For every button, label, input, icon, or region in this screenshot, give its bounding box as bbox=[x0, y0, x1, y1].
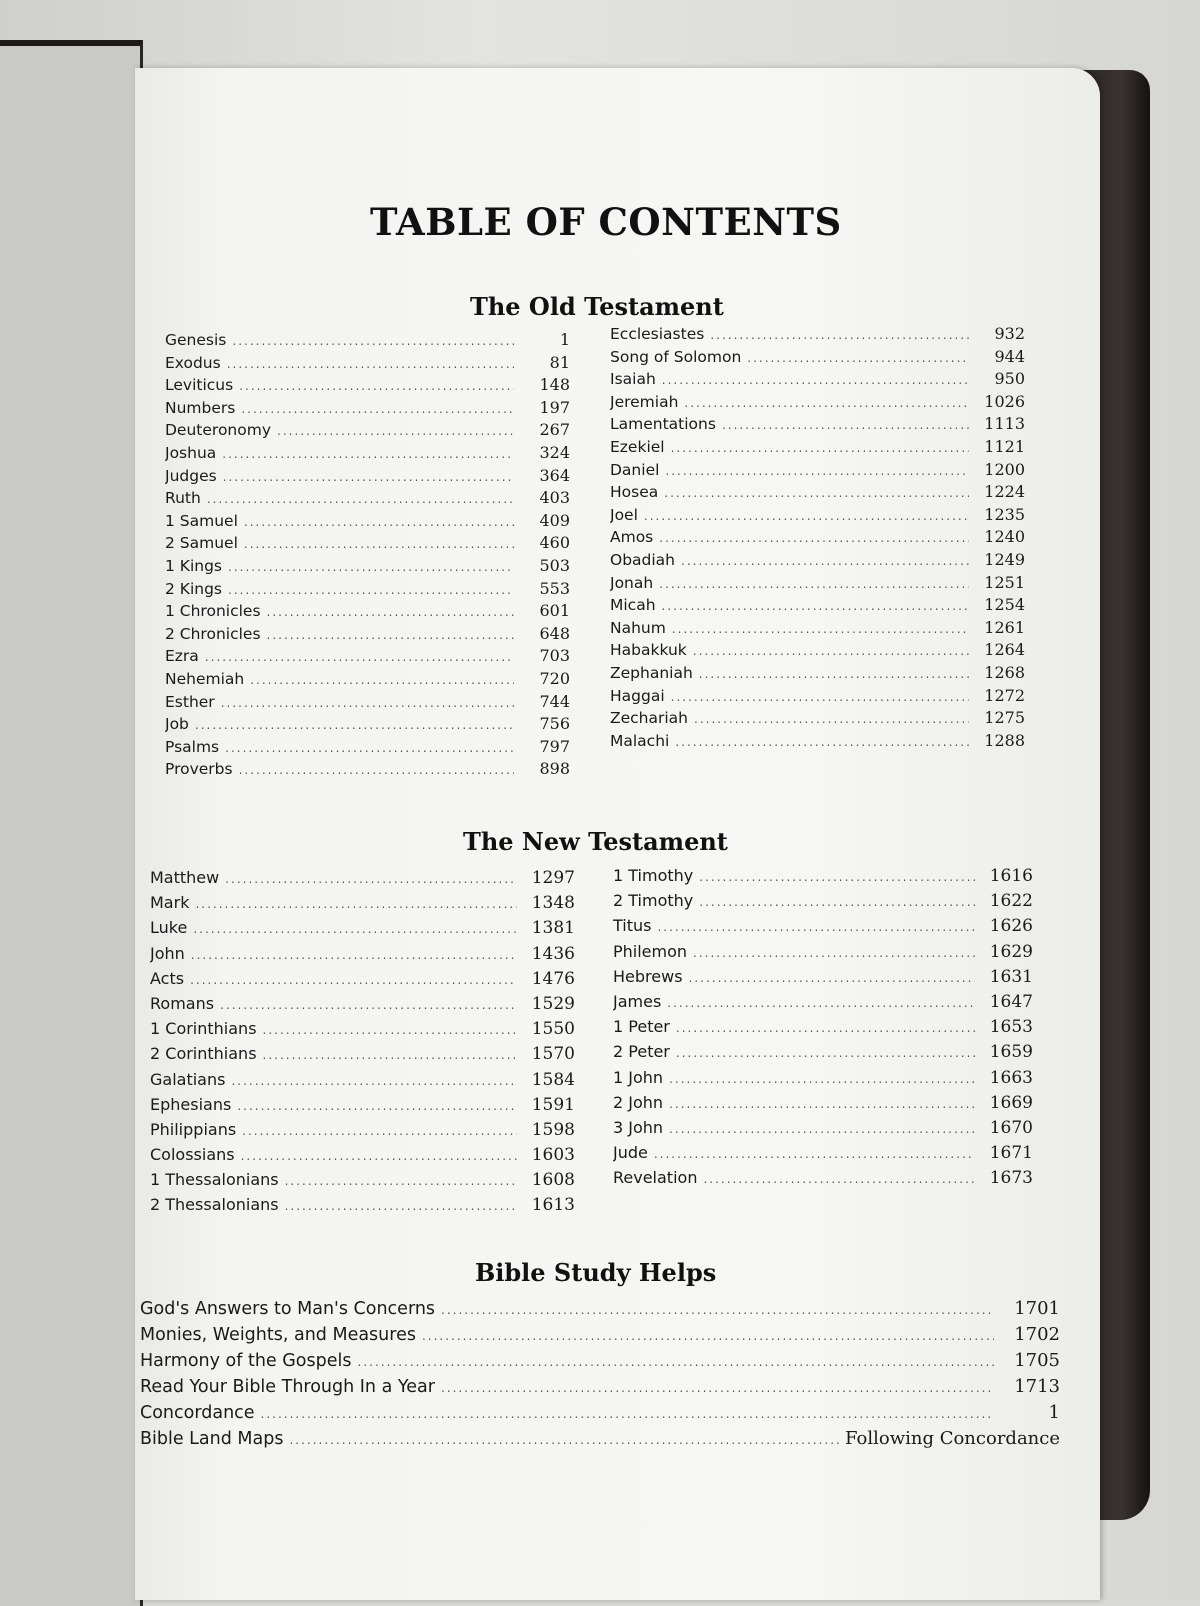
entry-page-number: 1631 bbox=[989, 966, 1033, 987]
entry-title: 2 Peter bbox=[613, 1042, 670, 1062]
entry-title: Jeremiah bbox=[610, 392, 679, 411]
dot-leader bbox=[267, 628, 514, 642]
entry-title: John bbox=[150, 943, 185, 963]
toc-entry bbox=[613, 1118, 1033, 1143]
entry-page-number: 950 bbox=[994, 369, 1025, 389]
toc-entry bbox=[165, 759, 570, 782]
entry-page-number: 1113 bbox=[984, 414, 1025, 434]
entry-page-number: 1200 bbox=[984, 459, 1025, 479]
entry-page-number: 1550 bbox=[531, 1019, 575, 1040]
dot-leader bbox=[676, 1021, 975, 1035]
toc-entry bbox=[165, 488, 570, 511]
entry-title: Judges bbox=[165, 466, 217, 485]
toc-entry bbox=[165, 556, 570, 579]
dot-leader bbox=[694, 712, 969, 726]
dot-leader bbox=[671, 441, 969, 455]
entry-page-number: 1529 bbox=[531, 993, 575, 1014]
entry-title: Zechariah bbox=[610, 709, 688, 728]
dot-leader bbox=[681, 554, 969, 568]
toc-entry bbox=[150, 868, 575, 893]
entry-page-number: 1705 bbox=[1014, 1350, 1060, 1371]
toc-entry bbox=[610, 505, 1025, 528]
entry-title: 1 Timothy bbox=[613, 866, 694, 885]
dot-leader bbox=[237, 1099, 517, 1113]
dot-leader bbox=[267, 605, 514, 619]
entry-title: Hosea bbox=[610, 483, 659, 502]
dot-leader bbox=[285, 1199, 517, 1213]
entry-title: Luke bbox=[150, 918, 188, 938]
entry-page-number: 1713 bbox=[1014, 1376, 1060, 1397]
toc-entry bbox=[610, 369, 1025, 392]
entry-page-number: 1647 bbox=[989, 991, 1033, 1012]
toc-entry bbox=[610, 414, 1025, 437]
entry-page-number: 1121 bbox=[984, 436, 1025, 456]
dot-leader bbox=[285, 1174, 517, 1188]
entry-title: Haggai bbox=[610, 686, 665, 705]
dot-leader bbox=[665, 464, 969, 478]
entry-title: Malachi bbox=[610, 731, 670, 750]
dot-leader bbox=[223, 470, 514, 484]
entry-page-number: 1603 bbox=[531, 1145, 575, 1166]
entry-title: Harmony of the Gospels bbox=[140, 1351, 352, 1371]
entry-page-number: 1663 bbox=[989, 1067, 1033, 1088]
toc-entry bbox=[140, 1324, 1060, 1350]
toc-entry bbox=[150, 918, 575, 943]
dot-leader bbox=[676, 1046, 975, 1060]
dot-leader bbox=[662, 373, 969, 387]
dot-leader bbox=[657, 920, 975, 934]
dot-leader bbox=[190, 973, 517, 987]
dot-leader bbox=[669, 1072, 975, 1086]
toc-entry bbox=[165, 533, 570, 556]
entry-title: Titus bbox=[613, 916, 652, 936]
new-testament-right-column bbox=[613, 866, 1033, 1193]
dot-leader bbox=[227, 357, 514, 371]
entry-title: 2 John bbox=[613, 1092, 664, 1112]
entry-title: Nahum bbox=[610, 618, 666, 637]
dot-leader bbox=[228, 583, 514, 597]
entry-page-number: 1254 bbox=[984, 595, 1025, 615]
toc-entry bbox=[610, 731, 1025, 754]
dot-leader bbox=[669, 1097, 975, 1111]
entry-title: Mark bbox=[150, 893, 190, 913]
entry-page-number: 944 bbox=[994, 346, 1025, 366]
entry-page-number: 1570 bbox=[531, 1044, 575, 1065]
entry-page-number: 1591 bbox=[531, 1094, 575, 1115]
entry-page-number: 1268 bbox=[984, 662, 1025, 682]
entry-title: Esther bbox=[165, 692, 215, 711]
entry-page-number: 1261 bbox=[984, 617, 1025, 637]
entry-page-number: 1240 bbox=[984, 527, 1025, 547]
entry-title: 1 Kings bbox=[165, 556, 222, 575]
toc-entry bbox=[165, 375, 570, 398]
entry-title: Lamentations bbox=[610, 415, 716, 434]
old-testament-heading: The Old Testament bbox=[470, 292, 724, 321]
toc-entry bbox=[150, 1195, 575, 1220]
entry-title: 2 Kings bbox=[165, 579, 222, 598]
toc-entry bbox=[610, 324, 1025, 347]
entry-title: Concordance bbox=[140, 1403, 255, 1423]
dot-leader bbox=[358, 1355, 995, 1369]
dot-leader bbox=[242, 1124, 517, 1138]
dot-leader bbox=[250, 673, 514, 687]
entry-title: Numbers bbox=[165, 398, 236, 417]
entry-title: 1 Thessalonians bbox=[150, 1170, 279, 1190]
entry-page-number: 460 bbox=[539, 533, 570, 553]
dot-leader bbox=[675, 735, 969, 749]
dot-leader bbox=[699, 895, 975, 909]
entry-page-number: 744 bbox=[539, 691, 570, 711]
dot-leader bbox=[441, 1303, 994, 1317]
entry-page-number: 1659 bbox=[989, 1042, 1033, 1063]
entry-page-number: 1626 bbox=[989, 916, 1033, 937]
dot-leader bbox=[441, 1381, 994, 1395]
entry-page-number: 81 bbox=[549, 352, 570, 372]
dot-leader bbox=[277, 424, 514, 438]
toc-entry bbox=[613, 916, 1033, 941]
dot-leader bbox=[662, 599, 969, 613]
entry-title: 2 Chronicles bbox=[165, 624, 261, 643]
dot-leader bbox=[684, 396, 969, 410]
entry-title: Bible Land Maps bbox=[140, 1429, 284, 1449]
entry-title: Jude bbox=[613, 1143, 648, 1163]
dot-leader bbox=[261, 1407, 994, 1421]
toc-entry bbox=[610, 640, 1025, 663]
entry-page-number: 1235 bbox=[984, 504, 1025, 524]
dot-leader bbox=[244, 515, 514, 529]
entry-page-number: 364 bbox=[539, 465, 570, 485]
dot-leader bbox=[669, 1122, 975, 1136]
entry-title: Jonah bbox=[610, 573, 654, 592]
dot-leader bbox=[207, 492, 514, 506]
toc-entry bbox=[165, 466, 570, 489]
entry-title: Genesis bbox=[165, 331, 227, 349]
toc-entry bbox=[165, 420, 570, 443]
toc-entry bbox=[613, 967, 1033, 992]
dot-leader bbox=[659, 577, 969, 591]
entry-title: Acts bbox=[150, 968, 185, 988]
dot-leader bbox=[232, 334, 514, 348]
entry-page-number: Following Concordance bbox=[845, 1428, 1060, 1449]
dot-leader bbox=[263, 1023, 517, 1037]
dot-leader bbox=[195, 718, 514, 732]
entry-page-number: 1272 bbox=[984, 685, 1025, 705]
entry-page-number: 1 bbox=[1048, 1402, 1060, 1423]
entry-title: 2 Corinthians bbox=[150, 1044, 257, 1064]
entry-page-number: 1598 bbox=[531, 1119, 575, 1140]
toc-entry bbox=[610, 708, 1025, 731]
entry-page-number: 409 bbox=[539, 510, 570, 530]
toc-entry bbox=[140, 1350, 1060, 1376]
entry-title: Monies, Weights, and Measures bbox=[140, 1325, 416, 1345]
dot-leader bbox=[699, 667, 969, 681]
toc-entry bbox=[150, 1095, 575, 1120]
entry-title: 1 John bbox=[613, 1067, 664, 1087]
entry-title: 2 Samuel bbox=[165, 534, 238, 553]
entry-title: Romans bbox=[150, 993, 215, 1013]
entry-page-number: 197 bbox=[539, 397, 570, 417]
toc-entry bbox=[610, 573, 1025, 596]
entry-page-number: 1669 bbox=[989, 1092, 1033, 1113]
old-testament-right-column bbox=[610, 324, 1025, 753]
entry-page-number: 648 bbox=[539, 623, 570, 643]
entry-title: Joshua bbox=[165, 443, 217, 462]
entry-title: Revelation bbox=[613, 1168, 698, 1188]
entry-page-number: 1629 bbox=[989, 941, 1033, 962]
entry-page-number: 1584 bbox=[531, 1069, 575, 1090]
entry-page-number: 1622 bbox=[989, 891, 1033, 912]
entry-title: Ecclesiastes bbox=[610, 325, 705, 343]
dot-leader bbox=[239, 379, 514, 393]
entry-page-number: 553 bbox=[539, 578, 570, 598]
toc-entry bbox=[610, 686, 1025, 709]
entry-title: Amos bbox=[610, 528, 654, 547]
page-title: TABLE OF CONTENTS bbox=[370, 200, 842, 244]
toc-entry bbox=[140, 1428, 1060, 1454]
entry-page-number: 1671 bbox=[989, 1143, 1033, 1164]
entry-title: Ezra bbox=[165, 647, 199, 666]
entry-title: Job bbox=[165, 715, 189, 734]
entry-title: Ruth bbox=[165, 489, 201, 508]
entry-title: Proverbs bbox=[165, 760, 233, 779]
entry-title: Hebrews bbox=[613, 966, 683, 986]
entry-page-number: 720 bbox=[539, 668, 570, 688]
entry-title: Joel bbox=[610, 505, 638, 524]
dot-leader bbox=[225, 741, 514, 755]
entry-title: 1 Corinthians bbox=[150, 1019, 257, 1039]
dot-leader bbox=[422, 1329, 994, 1343]
dot-leader bbox=[654, 1147, 975, 1161]
entry-title: 2 Thessalonians bbox=[150, 1195, 279, 1215]
entry-title: 1 Peter bbox=[613, 1017, 670, 1037]
entry-title: Habakkuk bbox=[610, 641, 687, 660]
dot-leader bbox=[221, 696, 514, 710]
entry-title: 1 Chronicles bbox=[165, 602, 261, 621]
dot-leader bbox=[722, 418, 969, 432]
entry-page-number: 1701 bbox=[1014, 1298, 1060, 1319]
toc-entry bbox=[610, 392, 1025, 415]
toc-entry bbox=[140, 1402, 1060, 1428]
toc-entry bbox=[613, 1042, 1033, 1067]
toc-entry bbox=[165, 330, 570, 353]
dot-leader bbox=[225, 872, 517, 886]
entry-page-number: 1251 bbox=[984, 572, 1025, 592]
dot-leader bbox=[244, 537, 514, 551]
dot-leader bbox=[689, 971, 975, 985]
dot-leader bbox=[195, 897, 517, 911]
entry-page-number: 267 bbox=[539, 420, 570, 440]
study-helps-list bbox=[140, 1298, 1060, 1454]
dot-leader bbox=[747, 351, 969, 365]
toc-entry bbox=[613, 992, 1033, 1017]
entry-title: Micah bbox=[610, 596, 656, 615]
toc-entry bbox=[610, 482, 1025, 505]
toc-entry bbox=[613, 891, 1033, 916]
entry-page-number: 703 bbox=[539, 646, 570, 666]
dot-leader bbox=[710, 328, 969, 342]
entry-title: Philippians bbox=[150, 1119, 237, 1139]
entry-title: Exodus bbox=[165, 353, 221, 372]
toc-entry bbox=[610, 550, 1025, 573]
entry-page-number: 1670 bbox=[989, 1117, 1033, 1138]
dot-leader bbox=[228, 560, 514, 574]
entry-title: 1 Samuel bbox=[165, 511, 238, 530]
entry-page-number: 1026 bbox=[984, 391, 1025, 411]
entry-page-number: 756 bbox=[539, 714, 570, 734]
toc-entry bbox=[610, 460, 1025, 483]
toc-entry bbox=[150, 969, 575, 994]
entry-page-number: 1616 bbox=[989, 866, 1033, 886]
dot-leader bbox=[644, 509, 969, 523]
entry-title: Daniel bbox=[610, 460, 660, 479]
dot-leader bbox=[231, 1074, 517, 1088]
entry-title: 2 Timothy bbox=[613, 891, 694, 911]
study-helps-heading: Bible Study Helps bbox=[475, 1258, 717, 1287]
toc-entry bbox=[165, 669, 570, 692]
toc-entry bbox=[613, 1068, 1033, 1093]
entry-page-number: 324 bbox=[539, 442, 570, 462]
entry-page-number: 1348 bbox=[531, 893, 575, 914]
entry-title: Philemon bbox=[613, 941, 688, 961]
toc-entry bbox=[165, 398, 570, 421]
dot-leader bbox=[664, 486, 969, 500]
entry-page-number: 1608 bbox=[531, 1170, 575, 1191]
toc-entry bbox=[610, 347, 1025, 370]
entry-title: Song of Solomon bbox=[610, 347, 742, 366]
entry-page-number: 1297 bbox=[531, 868, 575, 888]
entry-title: Leviticus bbox=[165, 376, 234, 395]
entry-page-number: 1673 bbox=[989, 1168, 1033, 1189]
entry-page-number: 1224 bbox=[984, 482, 1025, 502]
entry-page-number: 148 bbox=[539, 375, 570, 395]
entry-page-number: 1249 bbox=[984, 549, 1025, 569]
entry-title: James bbox=[613, 991, 662, 1011]
new-testament-heading: The New Testament bbox=[463, 827, 728, 856]
entry-title: Colossians bbox=[150, 1145, 235, 1165]
toc-entry bbox=[165, 579, 570, 602]
entry-title: 3 John bbox=[613, 1117, 664, 1137]
toc-entry bbox=[150, 1019, 575, 1044]
dot-leader bbox=[191, 948, 517, 962]
entry-title: Matthew bbox=[150, 868, 220, 887]
entry-page-number: 932 bbox=[994, 324, 1025, 343]
toc-entry bbox=[165, 443, 570, 466]
toc-entry bbox=[613, 1168, 1033, 1193]
toc-entry bbox=[610, 437, 1025, 460]
book-cover-edge bbox=[0, 40, 143, 1606]
dot-leader bbox=[693, 644, 969, 658]
toc-entry bbox=[165, 353, 570, 376]
dot-leader bbox=[699, 870, 975, 884]
toc-entry bbox=[150, 893, 575, 918]
entry-page-number: 503 bbox=[539, 555, 570, 575]
dot-leader bbox=[205, 650, 514, 664]
toc-entry bbox=[165, 692, 570, 715]
entry-title: Deuteronomy bbox=[165, 421, 272, 440]
entry-page-number: 797 bbox=[539, 736, 570, 756]
toc-entry bbox=[165, 737, 570, 760]
toc-entry bbox=[150, 1145, 575, 1170]
toc-entry bbox=[165, 646, 570, 669]
entry-title: Nehemiah bbox=[165, 669, 245, 688]
entry-page-number: 898 bbox=[539, 759, 570, 779]
toc-entry bbox=[150, 944, 575, 969]
entry-page-number: 1653 bbox=[989, 1017, 1033, 1038]
dot-leader bbox=[672, 622, 969, 636]
toc-entry bbox=[613, 1143, 1033, 1168]
toc-entry bbox=[610, 663, 1025, 686]
toc-entry bbox=[613, 1017, 1033, 1042]
toc-entry bbox=[165, 601, 570, 624]
entry-page-number: 1436 bbox=[531, 943, 575, 964]
entry-title: Obadiah bbox=[610, 550, 676, 569]
entry-page-number: 1613 bbox=[531, 1195, 575, 1216]
entry-page-number: 403 bbox=[539, 488, 570, 508]
toc-entry bbox=[610, 618, 1025, 641]
toc-entry bbox=[150, 1070, 575, 1095]
entry-page-number: 1264 bbox=[984, 640, 1025, 660]
entry-title: God's Answers to Man's Concerns bbox=[140, 1299, 436, 1319]
new-testament-left-column bbox=[150, 868, 575, 1221]
toc-entry bbox=[150, 1044, 575, 1069]
dot-leader bbox=[220, 998, 517, 1012]
entry-page-number: 1288 bbox=[984, 730, 1025, 750]
entry-title: Psalms bbox=[165, 737, 220, 756]
toc-entry bbox=[610, 595, 1025, 618]
dot-leader bbox=[659, 531, 969, 545]
toc-entry bbox=[613, 866, 1033, 891]
toc-entry bbox=[165, 714, 570, 737]
dot-leader bbox=[671, 690, 969, 704]
dot-leader bbox=[703, 1172, 975, 1186]
entry-title: Galatians bbox=[150, 1069, 226, 1089]
entry-title: Zephaniah bbox=[610, 663, 693, 682]
entry-title: Isaiah bbox=[610, 370, 656, 389]
dot-leader bbox=[263, 1048, 517, 1062]
dot-leader bbox=[241, 1149, 517, 1163]
entry-page-number: 1 bbox=[559, 330, 570, 349]
dot-leader bbox=[693, 946, 975, 960]
entry-page-number: 601 bbox=[539, 601, 570, 621]
toc-entry bbox=[613, 1093, 1033, 1118]
toc-entry bbox=[165, 624, 570, 647]
entry-page-number: 1476 bbox=[531, 968, 575, 989]
toc-entry bbox=[150, 994, 575, 1019]
entry-title: Ephesians bbox=[150, 1094, 232, 1114]
toc-entry bbox=[150, 1170, 575, 1195]
entry-title: Read Your Bible Through In a Year bbox=[140, 1377, 435, 1397]
old-testament-left-column bbox=[165, 330, 570, 782]
toc-entry bbox=[140, 1376, 1060, 1402]
dot-leader bbox=[193, 922, 517, 936]
dot-leader bbox=[667, 996, 975, 1010]
toc-entry bbox=[165, 511, 570, 534]
dot-leader bbox=[289, 1433, 839, 1447]
toc-entry bbox=[150, 1120, 575, 1145]
toc-entry bbox=[613, 942, 1033, 967]
toc-entry bbox=[140, 1298, 1060, 1324]
dot-leader bbox=[222, 447, 514, 461]
entry-title: Ezekiel bbox=[610, 437, 665, 456]
toc-entry bbox=[610, 527, 1025, 550]
entry-page-number: 1275 bbox=[984, 708, 1025, 728]
dot-leader bbox=[239, 763, 514, 777]
entry-page-number: 1702 bbox=[1014, 1324, 1060, 1345]
dot-leader bbox=[241, 402, 514, 416]
entry-page-number: 1381 bbox=[531, 918, 575, 939]
